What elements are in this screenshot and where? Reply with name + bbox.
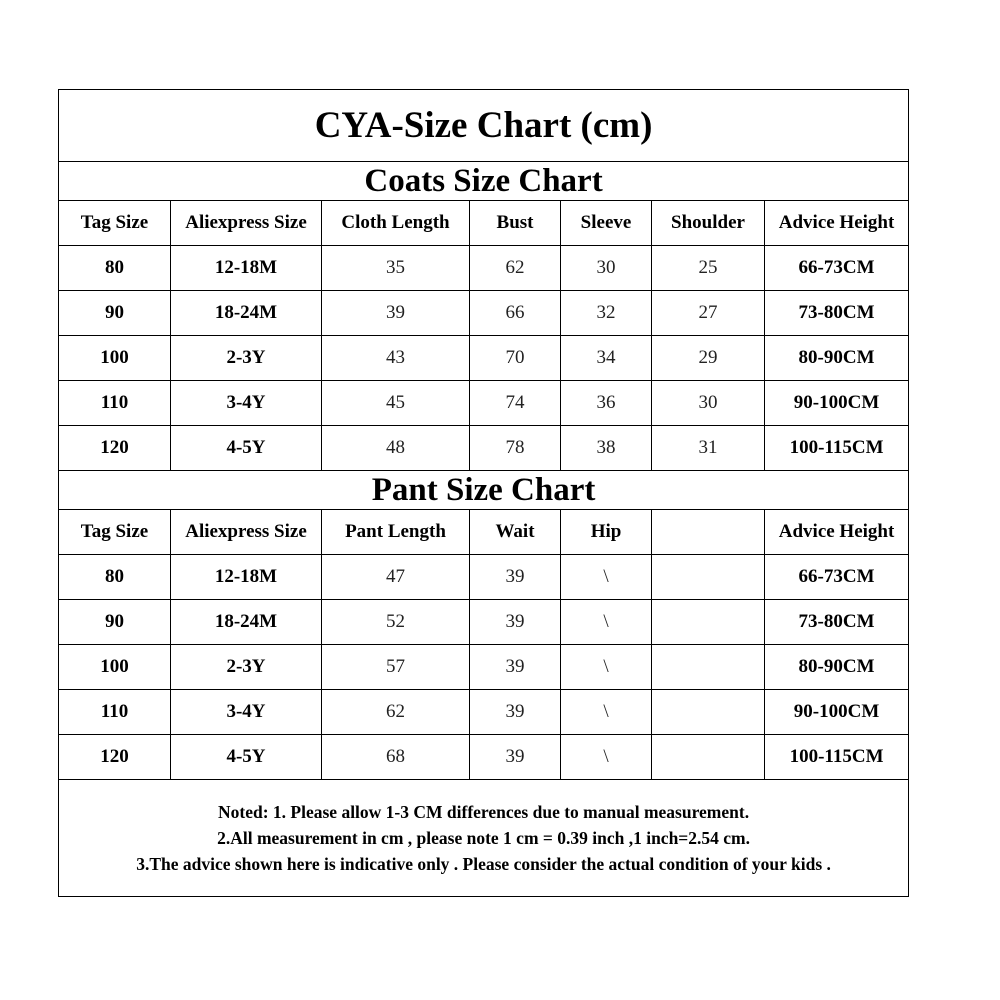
coats-header-cell: Cloth Length bbox=[322, 201, 470, 246]
coats-table-cell: 66-73CM bbox=[765, 246, 909, 291]
pants-table-cell: 4-5Y bbox=[171, 735, 322, 780]
coats-table-row bbox=[59, 426, 909, 471]
coats-table-row bbox=[59, 246, 909, 291]
pants-table-cell: 47 bbox=[322, 555, 470, 600]
coats-table-cell: 36 bbox=[561, 381, 652, 426]
pants-table-cell: 100-115CM bbox=[765, 735, 909, 780]
pants-header-cell bbox=[652, 510, 765, 555]
pants-table-cell bbox=[652, 555, 765, 600]
pants-header-cell: Hip bbox=[561, 510, 652, 555]
coats-table-cell: 30 bbox=[561, 246, 652, 291]
coats-table-cell: 90-100CM bbox=[765, 381, 909, 426]
pants-table-cell: 3-4Y bbox=[171, 690, 322, 735]
coats-table-cell: 32 bbox=[561, 291, 652, 336]
pants-table-cell: 90-100CM bbox=[765, 690, 909, 735]
notes-cell bbox=[59, 780, 909, 897]
coats-table-cell: 90 bbox=[59, 291, 171, 336]
pants-table-cell: 80 bbox=[59, 555, 171, 600]
pants-section-row bbox=[59, 471, 909, 510]
pants-table-cell bbox=[652, 600, 765, 645]
coats-table-cell: 120 bbox=[59, 426, 171, 471]
pants-table-cell bbox=[652, 735, 765, 780]
coats-table-cell: 3-4Y bbox=[171, 381, 322, 426]
pants-table-row bbox=[59, 645, 909, 690]
pants-table-cell: 120 bbox=[59, 735, 171, 780]
coats-table-cell: 43 bbox=[322, 336, 470, 381]
pants-table-row bbox=[59, 690, 909, 735]
coats-table-cell: 39 bbox=[322, 291, 470, 336]
pants-table-cell: 39 bbox=[470, 645, 561, 690]
notes-row bbox=[59, 780, 909, 897]
coats-header-cell: Advice Height bbox=[765, 201, 909, 246]
coats-table-cell: 62 bbox=[470, 246, 561, 291]
pants-header-cell: Wait bbox=[470, 510, 561, 555]
pants-header-cell: Tag Size bbox=[59, 510, 171, 555]
pants-table-cell: 100 bbox=[59, 645, 171, 690]
pants-table-cell: 90 bbox=[59, 600, 171, 645]
coats-table-cell: 78 bbox=[470, 426, 561, 471]
pants-table-cell: \ bbox=[561, 555, 652, 600]
coats-header-row bbox=[59, 201, 909, 246]
pants-table-cell: \ bbox=[561, 690, 652, 735]
coats-table-cell: 38 bbox=[561, 426, 652, 471]
pants-header-row bbox=[59, 510, 909, 555]
note-line-2: 2.All measurement in cm , please note 1 cm = 0.39 inch ,1 inch=2.54 cm. bbox=[217, 828, 750, 848]
pants-table-cell: 12-18M bbox=[171, 555, 322, 600]
pants-table-cell: 39 bbox=[470, 600, 561, 645]
size-chart-table bbox=[58, 89, 909, 897]
coats-table-row bbox=[59, 381, 909, 426]
pants-table-cell: 39 bbox=[470, 690, 561, 735]
coats-table-cell: 25 bbox=[652, 246, 765, 291]
pants-table-cell: 110 bbox=[59, 690, 171, 735]
coats-table-cell: 30 bbox=[652, 381, 765, 426]
coats-table-cell: 73-80CM bbox=[765, 291, 909, 336]
coats-table-row bbox=[59, 291, 909, 336]
coats-table-cell: 80-90CM bbox=[765, 336, 909, 381]
coats-table-cell: 29 bbox=[652, 336, 765, 381]
note-line-1: Noted: 1. Please allow 1-3 CM differences due to manual measurement. bbox=[218, 802, 750, 822]
coats-table-cell: 18-24M bbox=[171, 291, 322, 336]
pants-table-cell: 2-3Y bbox=[171, 645, 322, 690]
pants-table-cell: \ bbox=[561, 600, 652, 645]
pants-table-cell: 57 bbox=[322, 645, 470, 690]
chart-title: CYA-Size Chart (cm) bbox=[59, 90, 909, 162]
pants-table-cell: 80-90CM bbox=[765, 645, 909, 690]
pants-table-row bbox=[59, 600, 909, 645]
coats-table-cell: 45 bbox=[322, 381, 470, 426]
coats-header-cell: Tag Size bbox=[59, 201, 171, 246]
pants-header-cell: Aliexpress Size bbox=[171, 510, 322, 555]
coats-header-cell: Bust bbox=[470, 201, 561, 246]
coats-table-cell: 74 bbox=[470, 381, 561, 426]
coats-table-cell: 66 bbox=[470, 291, 561, 336]
title-row bbox=[59, 90, 909, 162]
coats-table-cell: 31 bbox=[652, 426, 765, 471]
pants-header-cell: Advice Height bbox=[765, 510, 909, 555]
coats-header-cell: Shoulder bbox=[652, 201, 765, 246]
pants-table-row bbox=[59, 555, 909, 600]
pants-table-cell: 39 bbox=[470, 735, 561, 780]
pants-table-cell: 39 bbox=[470, 555, 561, 600]
pants-table-cell: 68 bbox=[322, 735, 470, 780]
coats-table-cell: 27 bbox=[652, 291, 765, 336]
coats-section-title: Coats Size Chart bbox=[59, 162, 909, 201]
pants-table-cell: 52 bbox=[322, 600, 470, 645]
coats-header-cell: Sleeve bbox=[561, 201, 652, 246]
coats-table-cell: 100 bbox=[59, 336, 171, 381]
pants-table-cell: 18-24M bbox=[171, 600, 322, 645]
coats-table-cell: 80 bbox=[59, 246, 171, 291]
pants-table-row bbox=[59, 735, 909, 780]
coats-table-cell: 2-3Y bbox=[171, 336, 322, 381]
coats-table-cell: 35 bbox=[322, 246, 470, 291]
pants-table-cell: 73-80CM bbox=[765, 600, 909, 645]
pants-table-cell: 66-73CM bbox=[765, 555, 909, 600]
pants-table-cell: \ bbox=[561, 735, 652, 780]
coats-table-cell: 34 bbox=[561, 336, 652, 381]
coats-table-cell: 100-115CM bbox=[765, 426, 909, 471]
pants-table-cell bbox=[652, 690, 765, 735]
note-line-3: 3.The advice shown here is indicative only . Please consider the actual condition of your kids . bbox=[136, 854, 831, 874]
coats-table-cell: 110 bbox=[59, 381, 171, 426]
coats-table-cell: 4-5Y bbox=[171, 426, 322, 471]
pants-section-title: Pant Size Chart bbox=[59, 471, 909, 510]
coats-header-cell: Aliexpress Size bbox=[171, 201, 322, 246]
coats-table-cell: 48 bbox=[322, 426, 470, 471]
pants-table-cell: \ bbox=[561, 645, 652, 690]
coats-table-cell: 70 bbox=[470, 336, 561, 381]
coats-table-row bbox=[59, 336, 909, 381]
pants-table-cell: 62 bbox=[322, 690, 470, 735]
coats-section-row bbox=[59, 162, 909, 201]
coats-table-cell: 12-18M bbox=[171, 246, 322, 291]
pants-table-cell bbox=[652, 645, 765, 690]
pants-header-cell: Pant Length bbox=[322, 510, 470, 555]
